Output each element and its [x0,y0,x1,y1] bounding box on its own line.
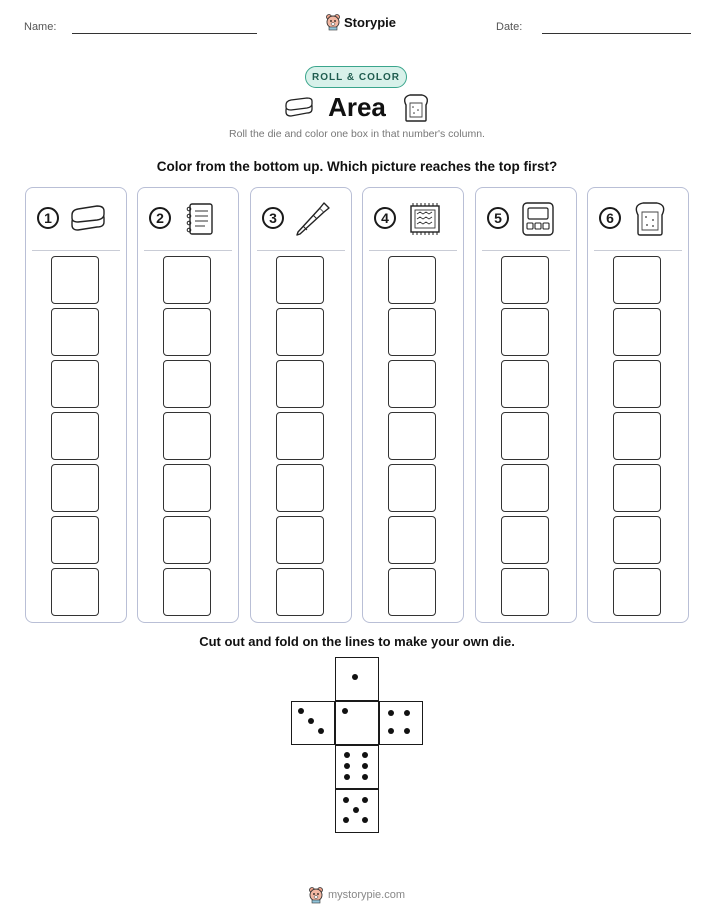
die-pip [343,817,349,823]
die-pip [388,710,394,716]
instruction-heading: Color from the bottom up. Which picture reaches the top first? [156,159,558,174]
column-divider [482,250,570,251]
color-box[interactable] [613,568,661,616]
color-box[interactable] [163,360,211,408]
color-box[interactable] [388,412,436,460]
color-box[interactable] [388,516,436,564]
column-number: 1 [37,207,59,229]
page-title: Area [328,92,386,122]
column-header [363,188,463,250]
die-pip [344,752,350,758]
die-face-3[interactable] [291,701,335,745]
color-box[interactable] [163,256,211,304]
column-divider [369,250,457,251]
toast-icon [402,93,430,123]
color-box[interactable] [501,568,549,616]
column-divider [32,250,120,251]
color-box[interactable] [501,464,549,512]
color-box[interactable] [276,516,324,564]
color-box[interactable] [501,308,549,356]
column-header [138,188,238,250]
color-box[interactable] [276,308,324,356]
name-label: Name: [24,21,57,33]
column-number: 5 [487,207,509,229]
column-5 [475,187,577,623]
color-box[interactable] [51,360,99,408]
die-pip [362,797,368,803]
color-box[interactable] [501,256,549,304]
color-box[interactable] [51,412,99,460]
color-box[interactable] [276,464,324,512]
column-header [476,188,576,250]
color-box[interactable] [501,516,549,564]
color-box[interactable] [163,308,211,356]
color-box[interactable] [613,256,661,304]
color-box[interactable] [51,308,99,356]
column-number: 6 [599,207,621,229]
folded-towels-icon [69,200,107,238]
die-face-1[interactable] [335,657,379,701]
die-face-5[interactable] [335,789,379,833]
column-header [26,188,126,250]
color-box[interactable] [163,516,211,564]
die-pip [362,763,368,769]
color-box[interactable] [163,412,211,460]
color-box[interactable] [388,360,436,408]
die-pip [344,774,350,780]
die-face-1[interactable] [335,701,379,745]
brand-name: Storypie [344,14,397,30]
die-pip [362,752,368,758]
calculator-icon [519,200,557,238]
footer-url[interactable]: mystorypie.com [328,889,406,901]
color-box[interactable] [501,360,549,408]
die-pip [353,807,359,813]
color-box[interactable] [276,256,324,304]
column-6 [587,187,689,623]
die-pip [362,817,368,823]
subtitle: Roll the die and color one box in that number's column. [229,128,485,140]
color-box[interactable] [276,568,324,616]
column-2 [137,187,239,623]
color-box[interactable] [388,308,436,356]
die-pip [352,674,358,680]
footer [308,884,418,906]
column-divider [144,250,232,251]
die-pip [404,710,410,716]
column-divider [594,250,682,251]
crayon-icon [294,200,332,238]
column-number: 4 [374,207,396,229]
column-3 [250,187,352,623]
die-pip [308,718,314,724]
color-box[interactable] [613,308,661,356]
column-number: 2 [149,207,171,229]
color-box[interactable] [613,464,661,512]
column-number: 3 [262,207,284,229]
die-pip [318,728,324,734]
column-header [251,188,351,250]
color-box[interactable] [163,464,211,512]
bear-mascot-icon [308,886,324,904]
color-box[interactable] [51,464,99,512]
toast-icon [631,200,669,238]
date-line[interactable] [542,33,691,34]
date-label: Date: [496,21,523,33]
color-box[interactable] [613,516,661,564]
name-line[interactable] [72,33,257,34]
die-pip [343,797,349,803]
die-face-6[interactable] [335,745,379,789]
color-box[interactable] [51,568,99,616]
die-pip [362,774,368,780]
color-box[interactable] [613,412,661,460]
color-box[interactable] [276,412,324,460]
color-box[interactable] [51,516,99,564]
color-box[interactable] [51,256,99,304]
column-divider [257,250,345,251]
color-box[interactable] [501,412,549,460]
column-4 [362,187,464,623]
activity-badge: ROLL & COLOR [305,66,407,88]
die-pip [344,763,350,769]
die-pip [404,728,410,734]
color-box[interactable] [276,360,324,408]
die-face-4[interactable] [379,701,423,745]
bear-mascot-icon [325,13,341,31]
die-pip [388,728,394,734]
color-box[interactable] [388,568,436,616]
die-instruction: Cut out and fold on the lines to make your own die. [199,634,515,649]
storypie-logo [325,12,405,32]
column-header [588,188,688,250]
color-box[interactable] [163,568,211,616]
die-pip [298,708,304,714]
color-box[interactable] [388,464,436,512]
notebook-icon [181,200,219,238]
column-1 [25,187,127,623]
rug-icon [406,200,444,238]
color-box[interactable] [388,256,436,304]
color-box[interactable] [613,360,661,408]
die-pip [342,708,348,714]
